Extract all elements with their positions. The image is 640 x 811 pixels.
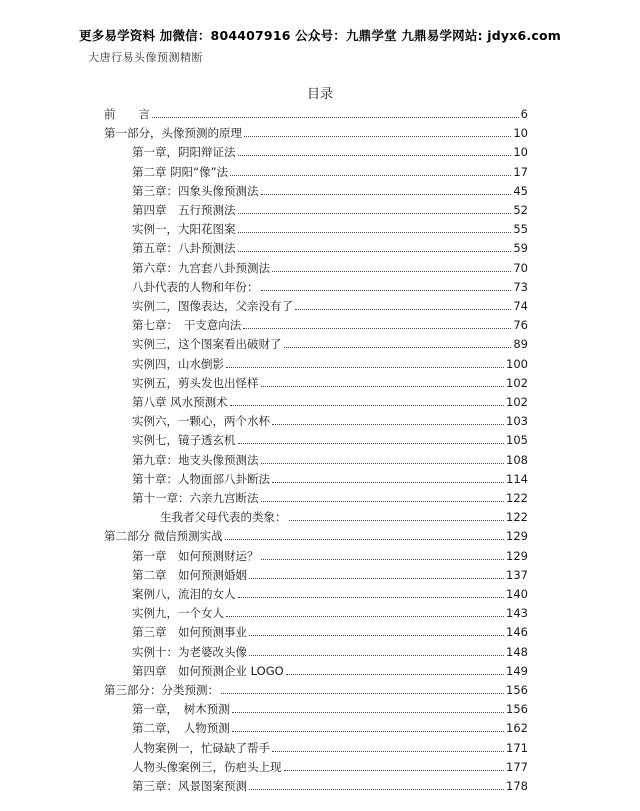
toc-leader-dots (243, 327, 511, 329)
toc-entry-label: 第四章 五行预测法 (132, 203, 236, 217)
toc-entry[interactable] (132, 314, 528, 332)
toc-entry-label: 第二部分 微信预测实战 (104, 529, 223, 544)
toc-entry-page-number: 89 (513, 337, 528, 352)
toc-entry[interactable] (104, 103, 528, 121)
toc-entry-page-number: 171 (506, 740, 528, 755)
toc-entry[interactable] (132, 621, 528, 639)
toc-entry-label: 第一部分，头像预测的原理 (104, 126, 242, 141)
toc-entry[interactable] (132, 737, 528, 755)
toc-entry-page-number: 149 (506, 663, 528, 678)
toc-entry[interactable] (132, 564, 528, 582)
toc-leader-dots (244, 135, 511, 137)
toc-entry-page-number: 73 (513, 279, 528, 294)
toc-entry-page-number: 129 (506, 548, 528, 563)
toc-entry-label: 第八章 风水预测术 (132, 395, 228, 409)
toc-entry-label: 前 言 (104, 107, 150, 121)
toc-entry-page-number: 156 (506, 702, 528, 717)
toc-leader-dots (249, 788, 504, 790)
toc-leader-dots (226, 615, 504, 617)
toc-entry-label: 实例四，山水倒影 (132, 356, 224, 371)
toc-entry[interactable] (132, 468, 528, 486)
toc-entry-label: 实例一，大阳花图案 (132, 222, 236, 237)
toc-entry-label: 八卦代表的人物和年份： (132, 279, 259, 294)
toc-entry-label: 实例五，剪头发也出怪样 (132, 375, 259, 390)
toc-entry[interactable] (132, 161, 528, 179)
header-banner: 更多易学资料 加微信：804407916 公众号：九鼎学堂 九鼎易学网站: jdyx6.com (79, 28, 561, 43)
toc-entry-label: 案例八，流泪的女人 (132, 587, 236, 601)
toc-leader-dots (261, 289, 512, 291)
toc-entry[interactable] (132, 545, 528, 563)
toc-entry-page-number: 137 (506, 567, 528, 582)
toc-entry[interactable] (160, 506, 528, 524)
toc-entry-page-number: 108 (506, 452, 528, 467)
toc-entry[interactable] (104, 525, 528, 543)
toc-entry-page-number: 10 (513, 126, 528, 141)
toc-entry-page-number: 178 (506, 779, 528, 793)
toc-leader-dots (152, 116, 519, 118)
toc-leader-dots (232, 711, 504, 713)
toc-entry-label: 第二章 阴阳“像”法 (132, 164, 229, 179)
toc-leader-dots (238, 212, 512, 214)
toc-leader-dots (238, 154, 512, 156)
toc-entry-label: 人物案例一，忙碌缺了帮手 (132, 740, 270, 755)
toc-entry-label: 第十一章：六亲九宫断法 (132, 491, 259, 505)
toc-leader-dots (238, 596, 505, 598)
toc-entry[interactable] (132, 429, 528, 447)
toc-entry-page-number: 102 (506, 375, 528, 390)
toc-entry-label: 第一章 如何预测财运？ (132, 548, 259, 563)
toc-entry[interactable] (132, 756, 528, 774)
toc-leader-dots (295, 308, 511, 310)
toc-entry-label: 第一章，阴阳辩证法 (132, 145, 236, 160)
toc-leader-dots (286, 673, 504, 675)
toc-leader-dots (249, 634, 504, 636)
toc-entry-page-number: 162 (506, 721, 528, 736)
toc-entry-label: 人物头像案例三，伤疤头上现 (132, 759, 282, 774)
toc-entry-page-number: 76 (513, 318, 528, 333)
toc-entry-label: 第二章 如何预测婚姻 (132, 567, 247, 582)
toc-entry-page-number: 148 (506, 644, 528, 659)
toc-leader-dots (284, 769, 505, 771)
toc-entry-page-number: 177 (506, 759, 528, 774)
toc-entry-page-number: 146 (506, 625, 528, 640)
toc-entry-label: 第九章：地支头像预测法 (132, 452, 259, 467)
toc-entry-page-number: 59 (513, 241, 528, 256)
toc-leader-dots (272, 750, 504, 752)
toc-leader-dots (289, 519, 505, 521)
toc-entry[interactable] (132, 449, 528, 467)
toc-entry-page-number: 156 (506, 683, 528, 697)
toc-entry[interactable] (132, 276, 528, 294)
toc-leader-dots (249, 654, 504, 656)
toc-entry-label: 实例七，镜子透玄机 (132, 433, 236, 448)
toc-entry[interactable] (132, 583, 528, 601)
toc-leader-dots (261, 462, 505, 464)
toc-leader-dots (272, 481, 504, 483)
toc-entry-page-number: 52 (513, 203, 528, 217)
toc-entry[interactable] (132, 717, 528, 735)
toc-entry-label: 实例九，一个女人 (132, 606, 224, 621)
toc-entry[interactable] (132, 641, 528, 659)
toc-entry[interactable] (132, 295, 528, 313)
toc-entry-label: 第四章 如何预测企业 LOGO (132, 663, 284, 678)
toc-entry[interactable] (132, 660, 528, 678)
toc-entry-label: 第十章：人物面部八卦断法 (132, 471, 270, 486)
toc-entry[interactable] (132, 775, 528, 793)
toc-entry-page-number: 105 (506, 433, 528, 448)
toc-entry-page-number: 74 (513, 299, 528, 313)
toc-leader-dots (261, 558, 505, 560)
toc-title: 目录 (306, 87, 333, 102)
toc-leader-dots (261, 193, 512, 195)
toc-entry-page-number: 122 (506, 510, 528, 525)
toc-leader-dots (230, 174, 511, 176)
toc-entry-page-number: 122 (506, 491, 528, 505)
toc-leader-dots (261, 500, 505, 502)
toc-leader-dots (226, 366, 504, 368)
toc-entry-label: 生我者父母代表的类象： (160, 510, 287, 525)
toc-entry-page-number: 100 (506, 356, 528, 371)
toc-entry[interactable] (104, 679, 528, 697)
toc-entry[interactable] (132, 218, 528, 236)
toc-entry-page-number: 129 (506, 529, 528, 544)
toc-leader-dots (238, 250, 512, 252)
toc-leader-dots (261, 385, 505, 387)
toc-entry-label: 第五章：八卦预测法 (132, 241, 236, 256)
toc-entry[interactable] (132, 391, 528, 409)
toc-leader-dots (272, 270, 511, 272)
toc-entry-label: 实例三，这个图案看出破财了 (132, 337, 282, 352)
toc-entry[interactable] (104, 122, 528, 140)
book-title: 大唐行易头像预测精断 (88, 51, 203, 64)
toc-entry[interactable] (132, 257, 528, 275)
toc-entry[interactable] (132, 487, 528, 505)
toc-entry-label: 第七章： 干支意向法 (132, 318, 242, 333)
toc-leader-dots (249, 577, 504, 579)
toc-entry[interactable] (132, 372, 528, 390)
toc-leader-dots (238, 231, 512, 233)
toc-entry-label: 实例二，图像表达，父亲没有了 (132, 299, 293, 313)
toc-entry-page-number: 103 (506, 414, 528, 429)
toc-entry-page-number: 55 (513, 222, 528, 237)
toc-leader-dots (232, 730, 504, 732)
toc-entry[interactable] (132, 410, 528, 428)
toc-entry-page-number: 114 (506, 471, 528, 486)
toc-leader-dots (238, 442, 505, 444)
toc-leader-dots (225, 538, 504, 540)
toc-entry-page-number: 143 (506, 606, 528, 621)
toc-entry[interactable] (132, 698, 528, 716)
toc-entry-label: 第三章 如何预测事业 (132, 625, 247, 640)
toc-entry-label: 第三章：四象头像预测法 (132, 183, 259, 198)
toc-leader-dots (221, 692, 504, 694)
toc-entry-page-number: 140 (506, 587, 528, 601)
toc-entry[interactable] (132, 333, 528, 351)
toc-entry-page-number: 6 (520, 107, 528, 121)
toc-entry-label: 第六章：九宫套八卦预测法 (132, 260, 270, 275)
toc-entry[interactable] (132, 237, 528, 255)
toc-entry[interactable] (132, 199, 528, 217)
toc-entry-label: 实例六，一颗心，两个水杯 (132, 414, 270, 429)
toc-leader-dots (272, 423, 504, 425)
toc-entry-page-number: 17 (513, 164, 528, 179)
toc-entry-label: 第二章， 人物预测 (132, 721, 230, 736)
toc-entry-label: 第三部分：分类预测： (104, 683, 219, 697)
toc-entry[interactable] (132, 602, 528, 620)
toc-entry[interactable] (132, 141, 528, 159)
toc-entry-label: 实例十：为老婆改头像 (132, 644, 247, 659)
toc-entry[interactable] (132, 180, 528, 198)
toc-leader-dots (230, 404, 504, 406)
toc-entry-label: 第一章， 树木预测 (132, 702, 230, 717)
toc-entry-page-number: 102 (506, 395, 528, 409)
toc-entry-label: 第三章：风景图案预测 (132, 779, 247, 793)
toc-entry-page-number: 45 (513, 183, 528, 198)
toc-entry-page-number: 70 (513, 260, 528, 275)
toc-entry[interactable] (132, 353, 528, 371)
toc-entry-page-number: 10 (513, 145, 528, 160)
toc-leader-dots (284, 346, 512, 348)
